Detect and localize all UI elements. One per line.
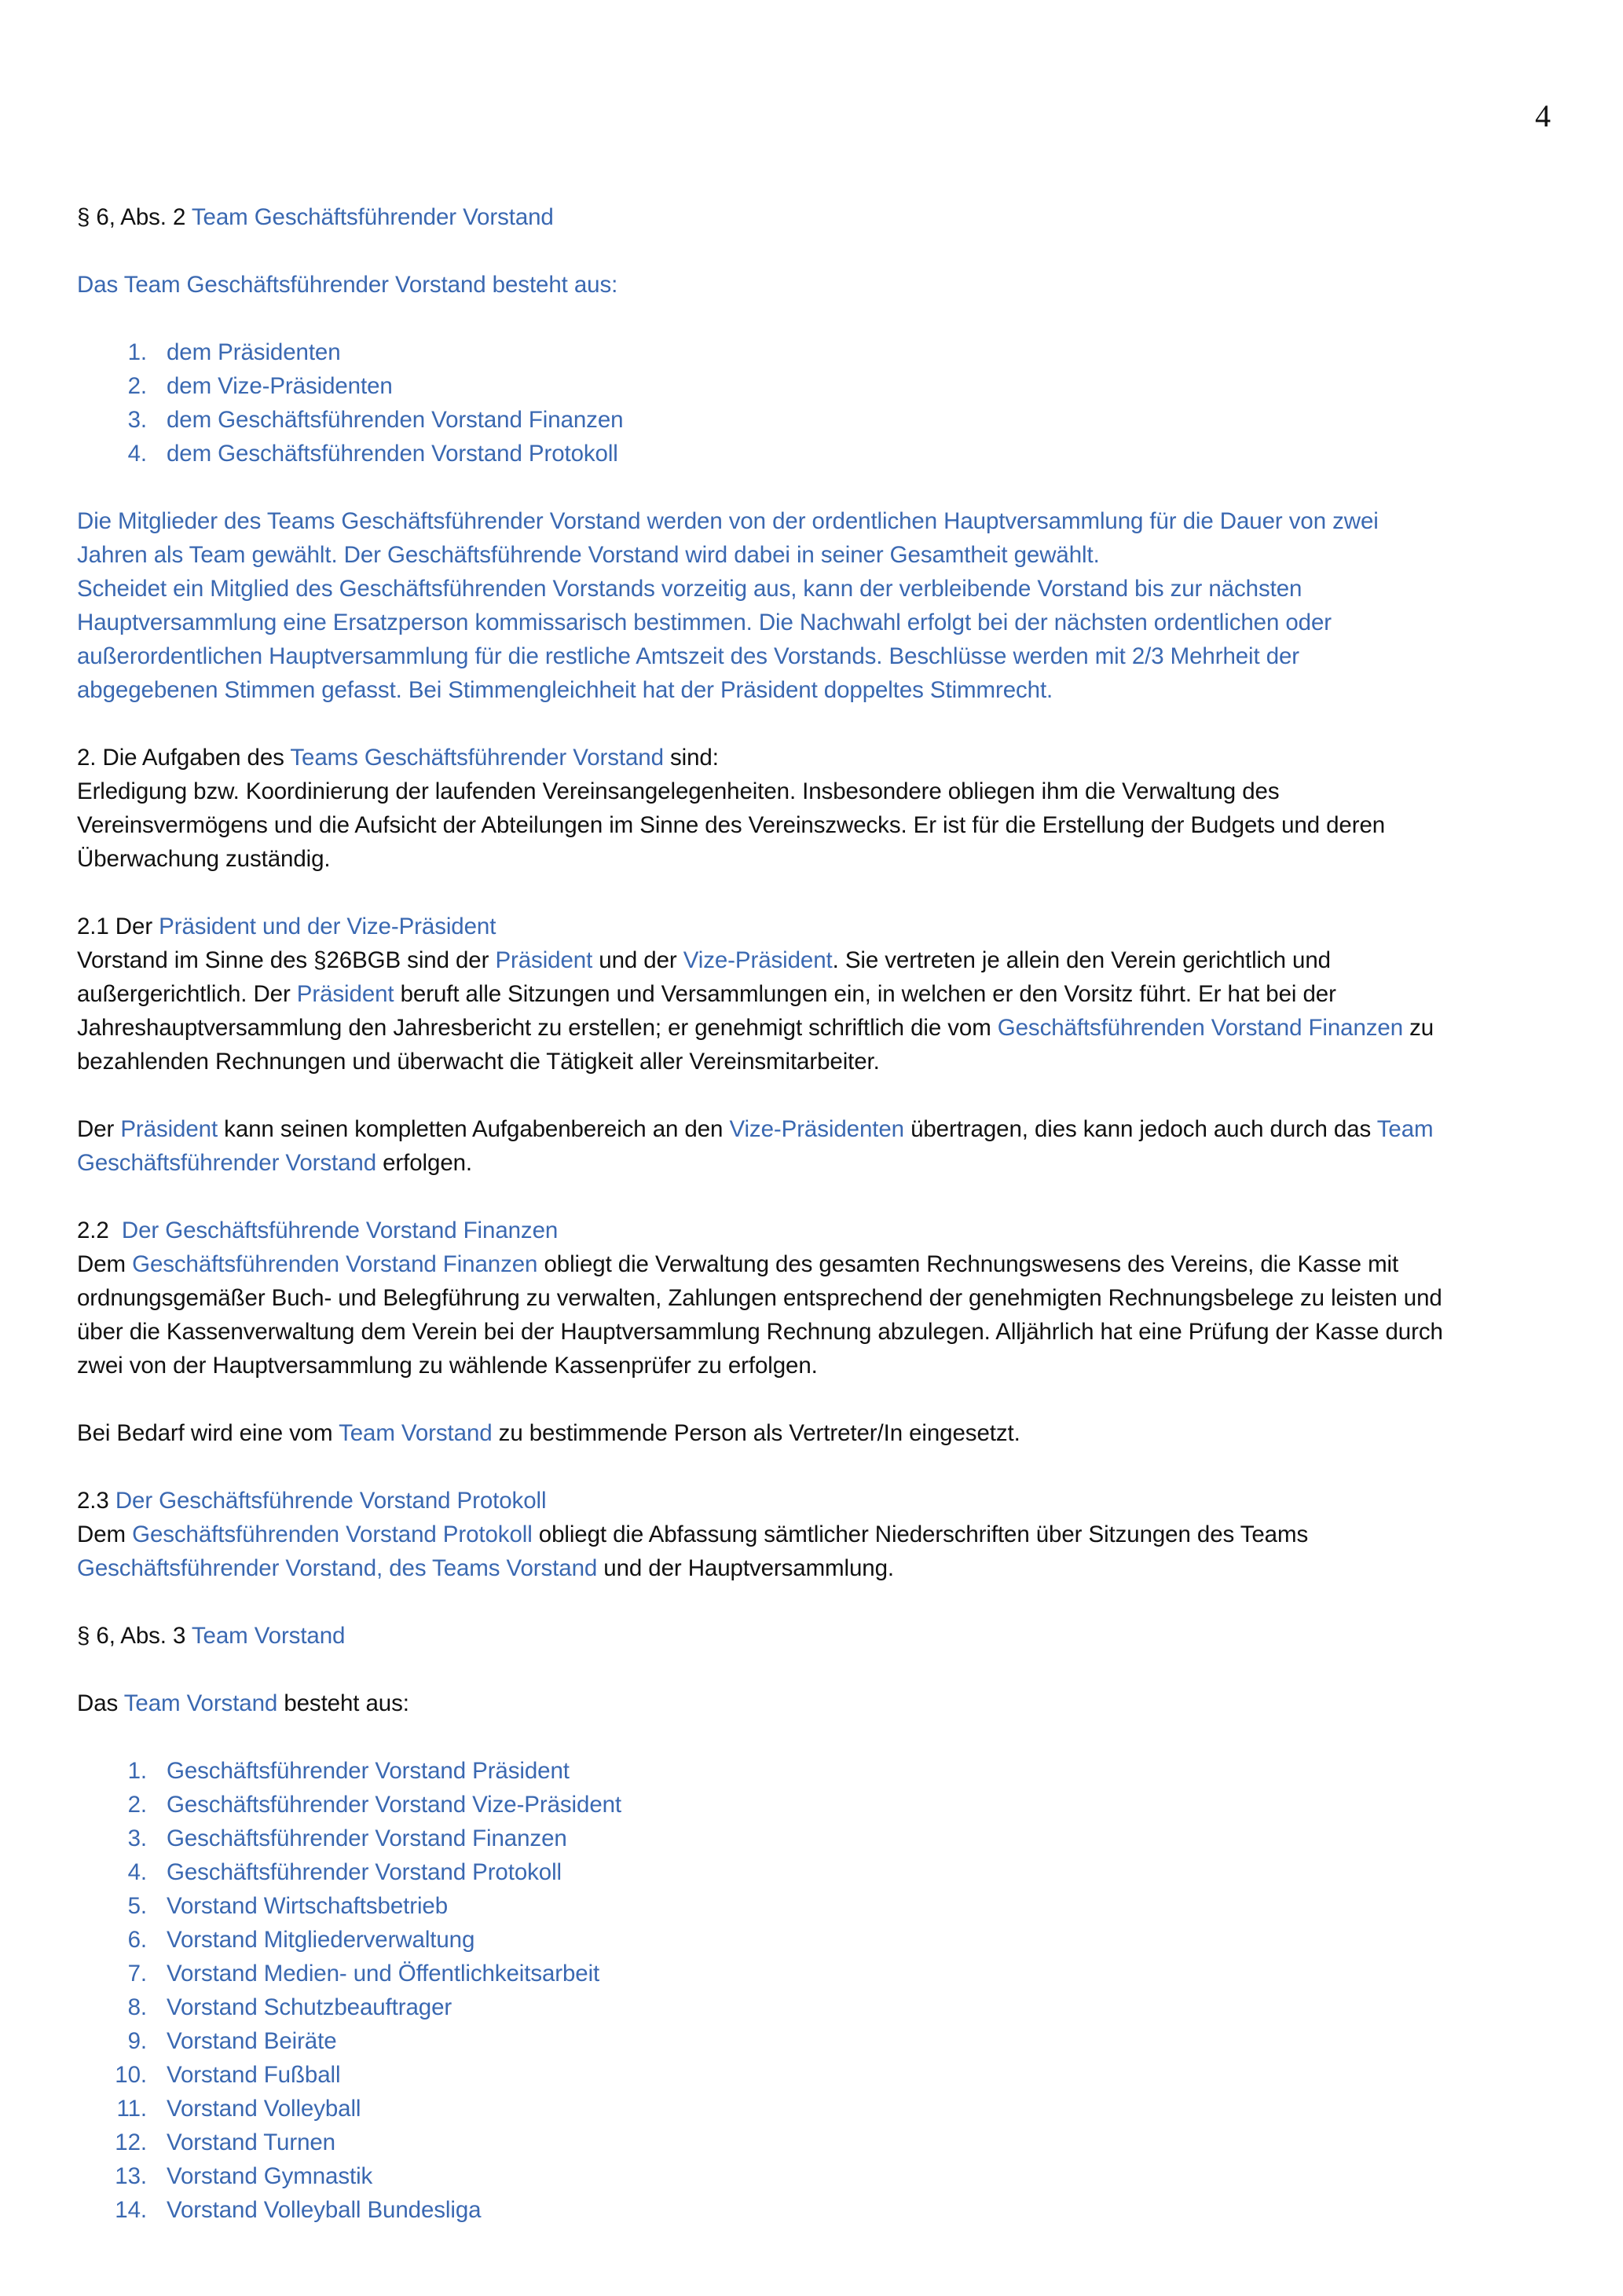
section-prefix: § 6, Abs. 2 (77, 204, 192, 230)
list-item: 14. Vorstand Volleyball Bundesliga (115, 2197, 482, 2223)
list-item: 10. Vorstand Fußball (115, 2062, 341, 2088)
team-vorstand-intro: Das Team Vorstand besteht aus: (77, 1690, 409, 1716)
list-item: 4. Geschäftsführender Vorstand Protokoll (127, 1859, 562, 1885)
section-2-1-transfer: Der Präsident kann seinen kompletten Aufgabenbereich an den Vize-Präsidenten übertragen, dies kann jedoch auch durch das Team Geschäftsführender Vorstand erfolgen. (77, 1116, 1434, 1176)
list-item: 5. Vorstand Wirtschaftsbetrieb (127, 1893, 449, 1919)
list-item: 2. Geschäftsführender Vorstand Vize-Präsident (127, 1792, 622, 1818)
page-number: 4 (1535, 98, 1551, 134)
list-item: 1. dem Präsidenten (127, 339, 341, 365)
tasks-paragraph: 2. Die Aufgaben des Teams Geschäftsführender Vorstand sind: Erledigung bzw. Koordinierung der laufenden Vereinsangelegenheiten. Insbesondere obliegen ihm die Verwaltung des Vereinsvermögens und die Aufsicht der Abteilungen im Sinne des Vereinszwecks. Er ist für die Erstellung der Budgets und deren Überwachung zuständig. (77, 745, 1386, 872)
list-item: 3. Geschäftsführender Vorstand Finanzen (127, 1825, 567, 1851)
list-intro: Das Team Geschäftsführender Vorstand besteht aus: (77, 272, 618, 298)
list-item: 8. Vorstand Schutzbeauftrager (127, 1994, 452, 2020)
list-item: 9. Vorstand Beiräte (127, 2028, 337, 2054)
section-2-2-deputy: Bei Bedarf wird eine vom Team Vorstand zu bestimmende Person als Vertreter/In eingesetzt. (77, 1420, 1020, 1446)
page-content (77, 200, 1554, 2261)
section-2-3: 2.3 Der Geschäftsführende Vorstand Protokoll Dem Geschäftsführenden Vorstand Protokoll obliegt die Abfassung sämtlicher Niederschriften über Sitzungen des Teams Geschäftsführender Vorstand, des Teams Vorstand und der Hauptversammlung. (77, 1488, 1309, 1581)
list-item: 11. Vorstand Volleyball (116, 2096, 361, 2122)
election-paragraph: Die Mitglieder des Teams Geschäftsführender Vorstand werden von der ordentlichen Hauptversammlung für die Dauer von zwei Jahren als Team gewählt. Der Geschäftsführende Vorstand wird dabei in seiner Gesamtheit gewählt. Scheidet ein Mitglied des Geschäftsführenden Vorstands vorzeitig aus, kann der verbleibende Vorstand bis zur nächsten Hauptversammlung eine Ersatzperson kommissarisch bestimmen. Die Nachwahl erfolgt bei der nächsten ordentlichen oder außerordentlichen Hauptversammlung für die restliche Amtszeit des Vorstands. Beschlüsse werden mit 2/3 Mehrheit der abgegebenen Stimmen gefasst. Bei Stimmengleichheit hat der Präsident doppeltes Stimmrecht. (77, 508, 1379, 703)
section-title: Team Geschäftsführender Vorstand (191, 204, 554, 230)
section-heading-abs2 (77, 200, 1554, 234)
section-2-2: 2.2 Der Geschäftsführende Vorstand Finanzen Dem Geschäftsführenden Vorstand Finanzen obliegt die Verwaltung des gesamten Rechnungswesens des Vereins, die Kasse mit ordnungsgemäßer Buch- und Belegführung zu verwalten, Zahlungen entsprechend der genehmigten Rechnungsbelege zu leisten und über die Kassenverwaltung dem Verein bei der Hauptversammlung Rechnung abzulegen. Alljährlich hat eine Prüfung der Kasse durch zwei von der Hauptversammlung zu wählende Kassenprüfer zu erfolgen. (77, 1218, 1443, 1379)
list-item: 12. Vorstand Turnen (115, 2129, 335, 2155)
list-item: 13. Vorstand Gymnastik (115, 2163, 373, 2189)
list-item: 7. Vorstand Medien- und Öffentlichkeitsarbeit (127, 1961, 600, 1987)
list-item: 3. dem Geschäftsführenden Vorstand Finanzen (127, 407, 624, 433)
list-item: 1. Geschäftsführender Vorstand Präsident (127, 1758, 570, 1784)
team-vorstand-list (77, 1754, 1554, 2227)
list-item: 2. dem Vize-Präsidenten (127, 373, 393, 399)
list-item: 6. Vorstand Mitgliederverwaltung (127, 1927, 475, 1953)
section-heading-abs3: § 6, Abs. 3 Team Vorstand (77, 1623, 346, 1649)
list-item: 4. dem Geschäftsführenden Vorstand Protokoll (127, 441, 618, 467)
gf-vorstand-list (77, 335, 1554, 471)
section-2-1: 2.1 Der Präsident und der Vize-Präsident Vorstand im Sinne des §26BGB sind der Präsident und der Vize-Präsident. Sie vertreten je allein den Verein gerichtlich und außergerichtlich. Der Präsident beruft alle Sitzungen und Versammlungen ein, in welchen er den Vorsitz führt. Er hat bei der Jahreshauptversammlung den Jahresbericht zu erstellen; er genehmigt schriftlich die vom Geschäftsführenden Vorstand Finanzen zu bezahlenden Rechnungen und überwacht die Tätigkeit aller Vereinsmitarbeiter. (77, 914, 1434, 1075)
